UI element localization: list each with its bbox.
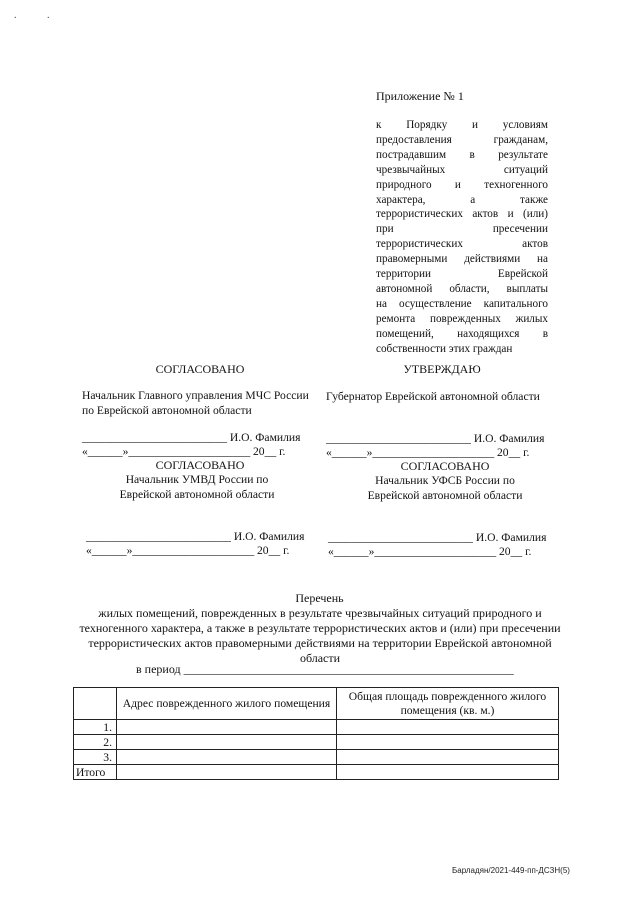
row-number: 1. [74, 720, 117, 735]
left2-signature-line: _________________________ И.О. Фамилия [86, 530, 305, 543]
appendix-line: территории Еврейской [376, 268, 548, 281]
left2-approval-header: СОГЛАСОВАНО [155, 458, 245, 472]
appendix-line: правомерными действиями на [376, 253, 548, 266]
right2-date-line: «______»_____________________ 20__ г. [328, 545, 532, 558]
table-row [74, 735, 559, 750]
left2-approver-position: Начальник УМВД России по Еврейской автономной области [119, 473, 275, 501]
right-signature-line: _________________________ И.О. Фамилия [326, 432, 545, 445]
row-area [337, 750, 559, 765]
right-date-line: «______»_____________________ 20__ г. [326, 446, 530, 459]
appendix-line: предоставления гражданам, [376, 133, 548, 146]
left-signature-line: _________________________ И.О. Фамилия [82, 431, 301, 444]
period-line: в период _______________________________________________________ [136, 662, 514, 676]
table-header-number [74, 688, 117, 720]
table-total-row [74, 765, 559, 780]
appendix-line: чрезвычайных ситуаций [376, 163, 548, 176]
appendix-line: характера, а также [376, 193, 548, 206]
row-address [117, 735, 337, 750]
appendix-line: ремонта поврежденных жилых [376, 312, 548, 325]
left-approver-position: Начальник Главного управления МЧС России по Еврейской автономной области [82, 389, 309, 417]
row-area [337, 720, 559, 735]
right-approver-position: Губернатор Еврейской автономной области [326, 390, 540, 403]
document-reference: Барладян/2021-449-пп-ДСЗН(5) [452, 866, 570, 875]
right2-approver-position: Начальник УФСБ России по Еврейской автономной области [367, 474, 523, 502]
table-header-area: Общая площадь поврежденного жилого помещения (кв. м.) [337, 688, 559, 720]
right-approval-header: УТВЕРЖДАЮ [403, 362, 481, 376]
table-row [74, 750, 559, 765]
appendix-line: природного и техногенного [376, 178, 548, 191]
left2-date-line: «______»_____________________ 20__ г. [86, 544, 290, 557]
appendix-line: автономной области, выплаты [376, 282, 548, 295]
appendix-title: Приложение № 1 [376, 89, 464, 103]
table-header-address: Адрес поврежденного жилого помещения [117, 688, 337, 720]
row-area [337, 735, 559, 750]
list-title: Перечень [295, 591, 344, 605]
left-approval-header: СОГЛАСОВАНО [155, 362, 245, 376]
row-number: 2. [74, 735, 117, 750]
left-date-line: «______»_____________________ 20__ г. [82, 445, 286, 458]
row-area [337, 765, 559, 780]
table-row [74, 720, 559, 735]
row-address [117, 750, 337, 765]
row-address [117, 720, 337, 735]
appendix-line: террористических актов и (или) [376, 208, 548, 221]
appendix-line: собственности этих граждан [376, 342, 513, 355]
row-total-label: Итого [74, 765, 117, 780]
appendix-line: пострадавшим в результате [376, 148, 548, 161]
appendix-line: на осуществление капитального [376, 297, 548, 310]
corner-marks: . . [14, 10, 64, 21]
right2-approval-header: СОГЛАСОВАНО [400, 459, 490, 473]
appendix-line: помещений, находящихся в [376, 327, 548, 340]
table-header-row [74, 688, 559, 720]
right2-signature-line: _________________________ И.О. Фамилия [328, 531, 547, 544]
appendix-line: к Порядку и условиям [376, 119, 548, 131]
row-address [117, 765, 337, 780]
appendix-text [376, 118, 548, 357]
appendix-line: террористических актов [376, 238, 548, 251]
appendix-line: при пресечении [376, 223, 548, 236]
damaged-premises-table [73, 687, 559, 780]
row-number: 3. [74, 750, 117, 765]
list-description: жилых помещений, поврежденных в результате чрезвычайных ситуаций природного и техногенного характера, а также в результате террористических актов и (или) при пресечении террористических актов правомерными действиями на территории Еврейской автономной области [79, 606, 561, 665]
